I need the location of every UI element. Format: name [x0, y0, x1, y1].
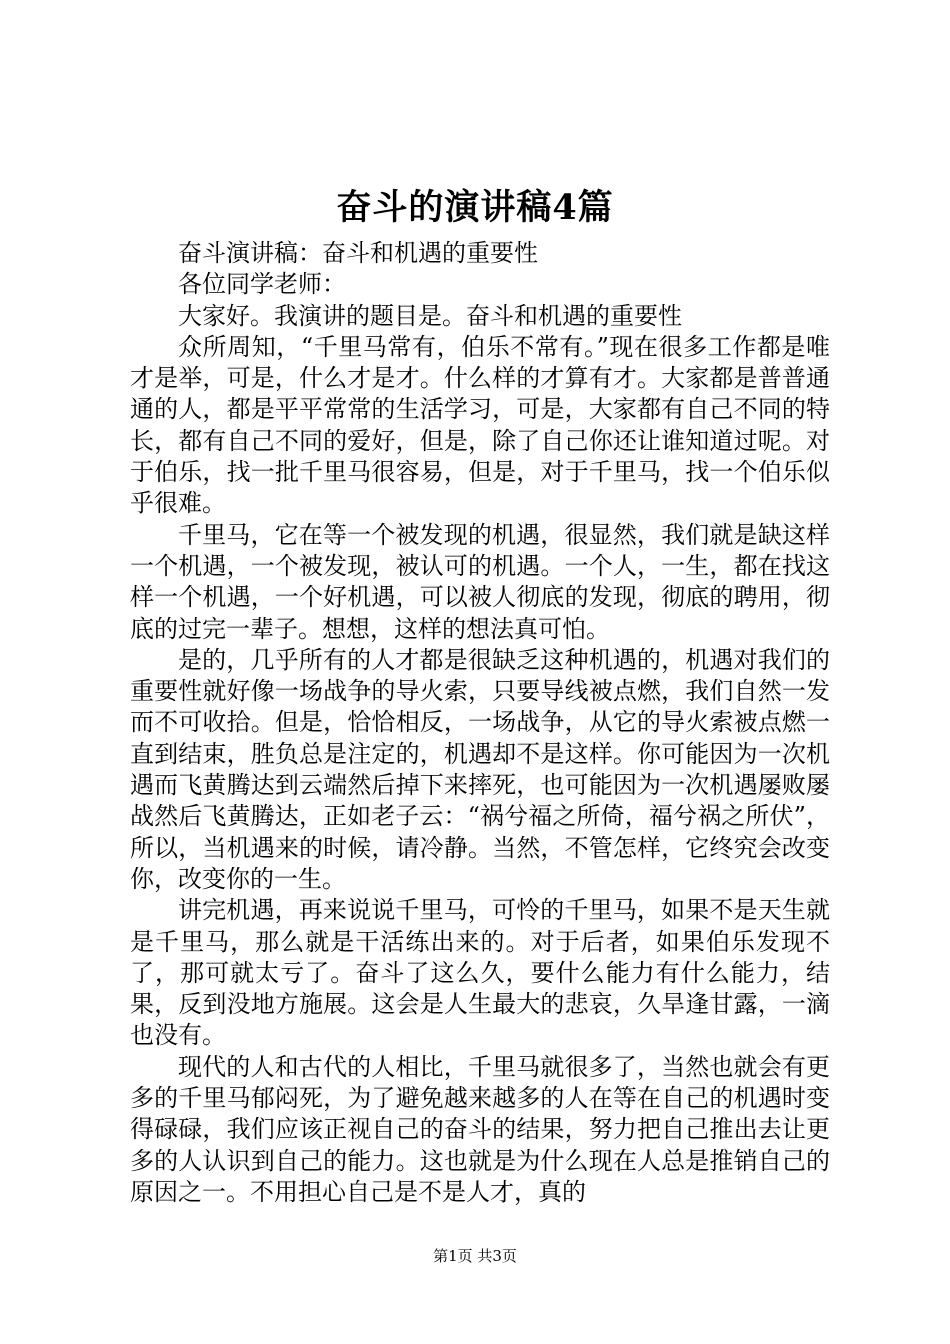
- paragraph: 奋斗演讲稿：奋斗和机遇的重要性: [178, 239, 538, 267]
- page-footer: 第1页 共3页: [433, 1247, 517, 1265]
- paragraph: 讲完机遇，再来说说千里马，可怜的千里马，如果不是天生就是千里马，那么就是干活练出来的。对于后者，如果伯乐发现不了，那可就太亏了。奋斗了这么久，要什么能力有什么能力，结果，反到没地方施展。这会是人生最大的悲哀，久旱逢甘露，一滴也没有。: [130, 896, 830, 1050]
- paragraph: 众所周知，“千里马常有，伯乐不常有。”现在很多工作都是唯才是举，可是，什么才是才。什么样的才算有才。大家都是普普通通的人，都是平平常常的生活学习，可是，大家都有自己不同的特长，都有自己不同的爱好，但是，除了自己你还让谁知道过呢。对于伯乐，找一批千里马很容易，但是，对于千里马，找一个伯乐似乎很难。: [130, 332, 830, 518]
- document-body: [130, 238, 830, 1208]
- paragraph: 现代的人和古代的人相比，千里马就很多了，当然也就会有更多的千里马郁闷死，为了避免越来越多的人在等在自己的机遇时变得碌碌，我们应该正视自己的奋斗的结果，努力把自己推出去让更多的人认识到自己的能力。这也就是为什么现在人总是推销自己的原因之一。不用担心自己是不是人才，真的: [130, 1052, 830, 1206]
- document-title: 奋斗的演讲稿4篇: [336, 187, 614, 228]
- paragraph: 千里马，它在等一个被发现的机遇，很显然，我们就是缺这样一个机遇，一个被发现，被认可的机遇。一个人，一生，都在找这样一个机遇，一个好机遇，可以被人彻底的发现，彻底的聘用，彻底的过完一辈子。想想，这样的想法真可怕。: [130, 520, 830, 643]
- paragraph: 大家好。我演讲的题目是。奋斗和机遇的重要性: [178, 301, 682, 330]
- paragraph: 是的，几乎所有的人才都是很缺乏这种机遇的，机遇对我们的重要性就好像一场战争的导火索，只要导线被点燃，我们自然一发而不可收拾。但是，恰恰相反，一场战争，从它的导火索被点燃一直到结束，胜负总是注定的，机遇却不是这样。你可能因为一次机遇而飞黄腾达到云端然后掉下来摔死，也可能因为一次机遇屡败屡战然后飞黄腾达，正如老子云：“祸兮福之所倚，福兮祸之所伏”，所以，当机遇来的时候，请冷静。当然，不管怎样，它终究会改变你，改变你的一生。: [130, 645, 830, 893]
- paragraph: 各位同学老师：: [178, 270, 346, 299]
